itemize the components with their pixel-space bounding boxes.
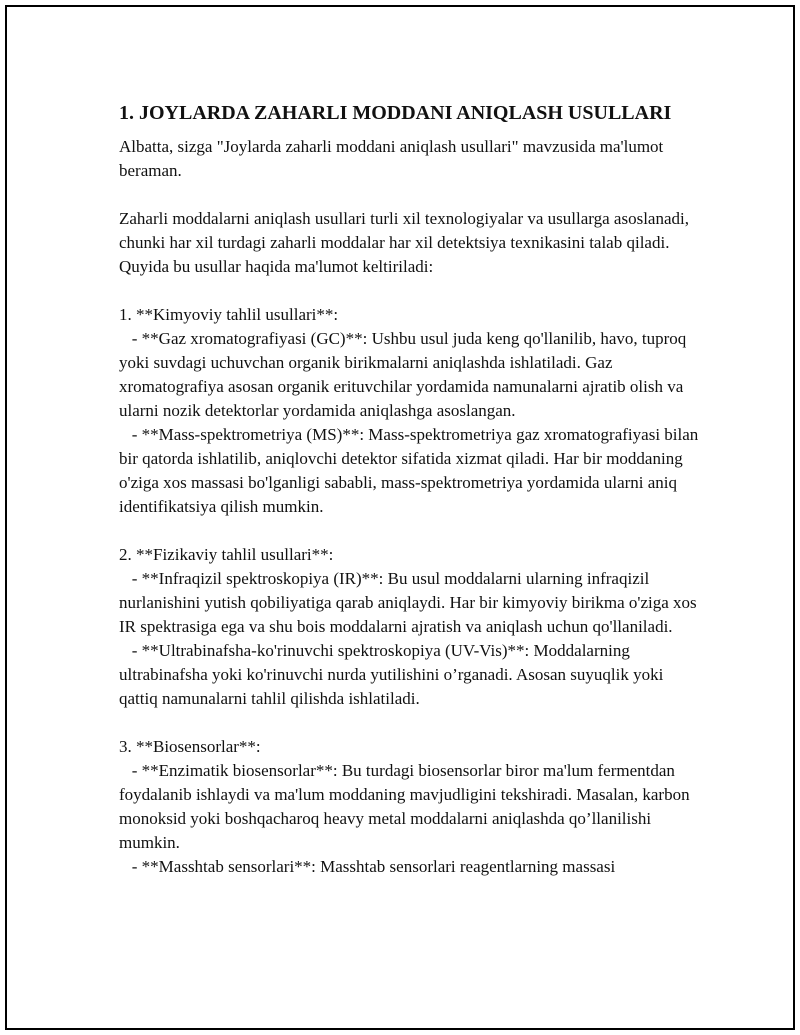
section-biosensors (119, 735, 699, 879)
paragraph-gap (119, 279, 699, 303)
section-chemical (119, 303, 703, 519)
list-item: - **Infraqizil spektroskopiya (IR)**: Bu usul moddalarni ularning infraqizil nurlanishini yutish qobiliyatiga qarab aniqlaydi. Har bir kimyoviy birikma o'ziga xos IR spektrasiga ega va shu bois moddalarni ajratish va aniqlash uchun qo'llaniladi. (119, 569, 701, 636)
document-page (5, 5, 795, 1030)
list-item: - **Enzimatik biosensorlar**: Bu turdagi biosensorlar biror ma'lum fermentdan foydalanib ishlaydi va ma'lum moddaning mavjudligini tekshiradi. Masalan, karbon monoksid yoki boshqacharoq heavy metal moddalarni aniqlashda qo’llanilishi mumkin. (119, 761, 694, 852)
paragraph-gap (119, 183, 699, 207)
list-item: - **Gaz xromatografiyasi (GC)**: Ushbu usul juda keng qo'llanilib, havo, tuproq yoki suvdagi uchuvchan organik birikmalarni aniqlashda ishlatiladi. Gaz xromatografiya asosan organik erituvchilar yordamida namunalarni ajratib olish va ularni nozik detektorlar yordamida aniqlashga asoslangan. (119, 329, 691, 420)
document-title: 1. JOYLARDA ZAHARLI MODDANI ANIQLASH USULLARI (119, 102, 672, 124)
list-item: - **Masshtab sensorlari**: Masshtab sensorlari reagentlarning massasi (119, 857, 616, 876)
paragraph-gap (119, 711, 699, 735)
list-item: - **Ultrabinafsha-ko'rinuvchi spektroskopiya (UV-Vis)**: Moddalarning ultrabinafsha yoki ko'rinuvchi nurda yutilishini o’rganadi. Asosan suyuqlik yoki qattiq namunalarni tahlil qilishda ishlatiladi. (119, 641, 668, 708)
document-content (119, 99, 703, 879)
overview-paragraph: Zaharli moddalarni aniqlash usullari turli xil texnologiyalar va usullarga asoslanadi, chunki har xil turdagi zaharli moddalar har xil detektsiya texnikasini talab qiladi. Quyida bu usullar haqida ma'lumot keltiriladi: (119, 209, 694, 276)
section-heading: 1. **Kimyoviy tahlil usullari**: (119, 305, 339, 324)
section-heading: 3. **Biosensorlar**: (119, 737, 261, 756)
paragraph-gap (119, 519, 699, 543)
section-physical (119, 543, 699, 711)
list-item: - **Mass-spektrometriya (MS)**: Mass-spektrometriya gaz xromatografiyasi bilan bir qatorda ishlatilib, aniqlovchi detektor sifatida xizmat qiladi. Har bir moddaning o'ziga xos massasi bo'lganligi sababli, mass-spektrometriya yordamida ularni aniq identifikatsiya qilish mumkin. (119, 425, 703, 516)
section-heading: 2. **Fizikaviy tahlil usullari**: (119, 545, 334, 564)
intro-paragraph: Albatta, sizga "Joylarda zaharli moddani aniqlash usullari" mavzusida ma'lumot beraman. (119, 137, 668, 180)
